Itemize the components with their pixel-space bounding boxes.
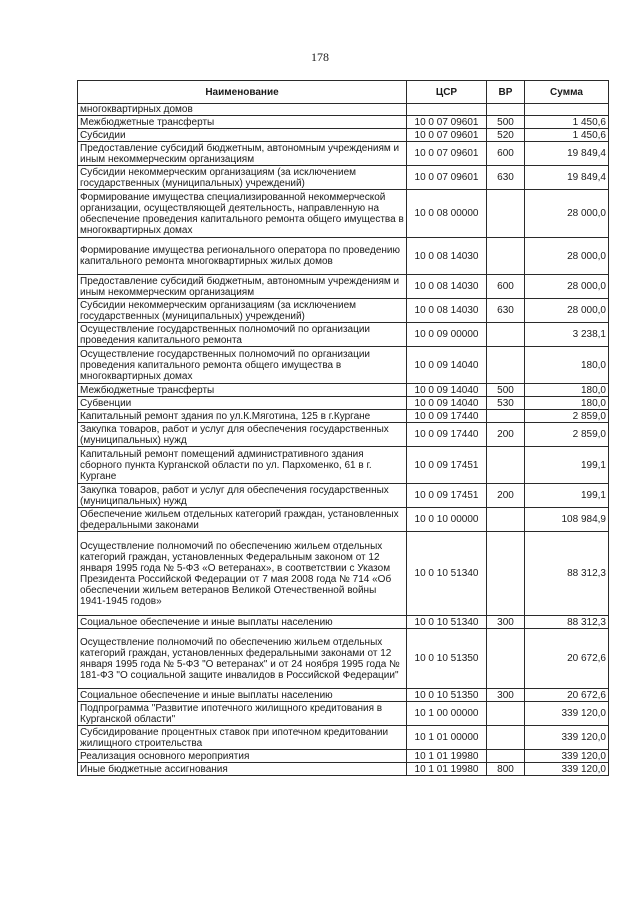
- table-header-row: [78, 81, 609, 104]
- cell-csr: 10 0 10 51350: [407, 629, 487, 689]
- cell-csr: 10 0 08 14030: [407, 275, 487, 299]
- cell-name: Субсидирование процентных ставок при ипотечном кредитовании жилищного строительства: [78, 726, 407, 750]
- cell-csr: 10 0 09 14040: [407, 384, 487, 397]
- cell-vr: 600: [487, 142, 525, 166]
- cell-sum: 88 312,3: [525, 532, 609, 616]
- cell-csr: 10 0 09 00000: [407, 323, 487, 347]
- table-row: [78, 629, 609, 689]
- table-row: [78, 750, 609, 763]
- header-name: Наименование: [78, 81, 407, 104]
- table-row: [78, 508, 609, 532]
- cell-vr: [487, 190, 525, 238]
- cell-csr: 10 0 09 14040: [407, 397, 487, 410]
- cell-sum: 199,1: [525, 484, 609, 508]
- cell-sum: 180,0: [525, 347, 609, 384]
- cell-csr: 10 0 08 14030: [407, 238, 487, 275]
- cell-vr: [487, 726, 525, 750]
- cell-name: Субвенции: [78, 397, 407, 410]
- table-row: [78, 116, 609, 129]
- table-row: [78, 702, 609, 726]
- cell-sum: 199,1: [525, 447, 609, 484]
- cell-vr: 600: [487, 275, 525, 299]
- cell-vr: [487, 629, 525, 689]
- cell-sum: 180,0: [525, 384, 609, 397]
- table-row: [78, 166, 609, 190]
- cell-name: Социальное обеспечение и иные выплаты населению: [78, 616, 407, 629]
- cell-name: Закупка товаров, работ и услуг для обеспечения государственных (муниципальных) нужд: [78, 484, 407, 508]
- table-row: [78, 323, 609, 347]
- cell-sum: 1 450,6: [525, 129, 609, 142]
- table-row: [78, 484, 609, 508]
- cell-csr: 10 0 09 14040: [407, 347, 487, 384]
- cell-csr: 10 0 10 51340: [407, 532, 487, 616]
- cell-name: Осуществление полномочий по обеспечению жильем отдельных категорий граждан, установленных Федеральным законом от 12 января 1995 года № 5-ФЗ «О ветеранах», в соответствии с Указом Президента Российской Федерации от 7 мая 2008 года № 714 «Об обеспечении жильем ветеранов Великой Отечественной войны 1941-1945 годов»: [78, 532, 407, 616]
- cell-vr: 300: [487, 616, 525, 629]
- cell-name: Формирование имущества регионального оператора по проведению капитального ремонта многоквартирных жилых домов: [78, 238, 407, 275]
- cell-sum: 339 120,0: [525, 763, 609, 776]
- cell-sum: 1 450,6: [525, 116, 609, 129]
- cell-name: Обеспечение жильем отдельных категорий граждан, установленных федеральными законами: [78, 508, 407, 532]
- cell-vr: 500: [487, 116, 525, 129]
- cell-vr: 630: [487, 166, 525, 190]
- cell-sum: 28 000,0: [525, 190, 609, 238]
- cell-csr: 10 1 01 19980: [407, 750, 487, 763]
- table-row: [78, 763, 609, 776]
- cell-vr: [487, 532, 525, 616]
- cell-vr: 530: [487, 397, 525, 410]
- cell-csr: 10 0 07 09601: [407, 116, 487, 129]
- cell-name: Подпрограмма "Развитие ипотечного жилищного кредитования в Курганской области": [78, 702, 407, 726]
- header-csr: ЦСР: [407, 81, 487, 104]
- cell-sum: 19 849,4: [525, 142, 609, 166]
- cell-vr: 630: [487, 299, 525, 323]
- cell-vr: [487, 104, 525, 116]
- table-row: [78, 410, 609, 423]
- cell-vr: [487, 410, 525, 423]
- cell-csr: 10 1 00 00000: [407, 702, 487, 726]
- cell-sum: 20 672,6: [525, 689, 609, 702]
- cell-csr: 10 0 07 09601: [407, 129, 487, 142]
- cell-vr: 200: [487, 423, 525, 447]
- cell-name: Межбюджетные трансферты: [78, 384, 407, 397]
- cell-name: Капитальный ремонт помещений административного здания сборного пункта Курганской области по ул. Пархоменко, 61 в г. Кургане: [78, 447, 407, 484]
- table-row: [78, 397, 609, 410]
- cell-vr: 500: [487, 384, 525, 397]
- cell-name: Осуществление государственных полномочий по организации проведения капитального ремонта общего имущества в многоквартирных домах: [78, 347, 407, 384]
- cell-vr: [487, 447, 525, 484]
- cell-sum: 20 672,6: [525, 629, 609, 689]
- cell-vr: 200: [487, 484, 525, 508]
- table-row: [78, 275, 609, 299]
- cell-name: Осуществление полномочий по обеспечению жильем отдельных категорий граждан, установленных федеральными законами от 12 января 1995 года № 5-ФЗ "О ветеранах" и от 24 ноября 1995 года № 181-ФЗ "О социальной защите инвалидов в Российской Федерации": [78, 629, 407, 689]
- cell-sum: [525, 104, 609, 116]
- cell-vr: [487, 750, 525, 763]
- cell-vr: 300: [487, 689, 525, 702]
- cell-vr: [487, 508, 525, 532]
- cell-csr: [407, 104, 487, 116]
- cell-name: многоквартирных домов: [78, 104, 407, 116]
- cell-csr: 10 0 07 09601: [407, 142, 487, 166]
- cell-csr: 10 0 10 51340: [407, 616, 487, 629]
- cell-name: Субсидии некоммерческим организациям (за исключением государственных (муниципальных) учреждений): [78, 166, 407, 190]
- cell-name: Реализация основного мероприятия: [78, 750, 407, 763]
- table-row: [78, 129, 609, 142]
- cell-name: Предоставление субсидий бюджетным, автономным учреждениям и иным некоммерческим организациям: [78, 275, 407, 299]
- cell-sum: 2 859,0: [525, 410, 609, 423]
- table-row: [78, 238, 609, 275]
- cell-sum: 339 120,0: [525, 726, 609, 750]
- cell-name: Иные бюджетные ассигнования: [78, 763, 407, 776]
- cell-sum: 28 000,0: [525, 299, 609, 323]
- table-row: [78, 190, 609, 238]
- cell-csr: 10 0 09 17440: [407, 423, 487, 447]
- header-vr: ВР: [487, 81, 525, 104]
- cell-csr: 10 1 01 19980: [407, 763, 487, 776]
- cell-name: Осуществление государственных полномочий по организации проведения капитального ремонта: [78, 323, 407, 347]
- cell-name: Субсидии: [78, 129, 407, 142]
- table-row: [78, 299, 609, 323]
- cell-sum: 19 849,4: [525, 166, 609, 190]
- table-row: [78, 347, 609, 384]
- cell-csr: 10 0 08 14030: [407, 299, 487, 323]
- cell-sum: 339 120,0: [525, 702, 609, 726]
- cell-sum: 339 120,0: [525, 750, 609, 763]
- table-row: [78, 447, 609, 484]
- cell-name: Социальное обеспечение и иные выплаты населению: [78, 689, 407, 702]
- cell-sum: 180,0: [525, 397, 609, 410]
- table-body: [78, 104, 609, 776]
- table-row: [78, 532, 609, 616]
- cell-vr: 520: [487, 129, 525, 142]
- cell-csr: 10 0 09 17451: [407, 484, 487, 508]
- cell-vr: [487, 347, 525, 384]
- cell-sum: 88 312,3: [525, 616, 609, 629]
- cell-name: Формирование имущества специализированной некоммерческой организации, осуществляющей деятельность, направленную на обеспечение проведения капитального ремонта общего имущества в многоквартирных домах: [78, 190, 407, 238]
- table-row: [78, 616, 609, 629]
- table-row: [78, 142, 609, 166]
- cell-sum: 2 859,0: [525, 423, 609, 447]
- table-row: [78, 423, 609, 447]
- cell-name: Капитальный ремонт здания по ул.К.Мяготина, 125 в г.Кургане: [78, 410, 407, 423]
- cell-sum: 28 000,0: [525, 275, 609, 299]
- cell-vr: [487, 702, 525, 726]
- cell-csr: 10 0 10 00000: [407, 508, 487, 532]
- cell-name: Предоставление субсидий бюджетным, автономным учреждениям и иным некоммерческим организациям: [78, 142, 407, 166]
- cell-name: Межбюджетные трансферты: [78, 116, 407, 129]
- cell-csr: 10 0 09 17440: [407, 410, 487, 423]
- cell-sum: 28 000,0: [525, 238, 609, 275]
- table-row: [78, 726, 609, 750]
- cell-csr: 10 0 08 00000: [407, 190, 487, 238]
- budget-table: [77, 80, 609, 776]
- table-row: [78, 104, 609, 116]
- cell-sum: 108 984,9: [525, 508, 609, 532]
- cell-sum: 3 238,1: [525, 323, 609, 347]
- page-number: 178: [311, 50, 329, 64]
- cell-vr: [487, 238, 525, 275]
- cell-csr: 10 0 07 09601: [407, 166, 487, 190]
- header-sum: Сумма: [525, 81, 609, 104]
- cell-name: Закупка товаров, работ и услуг для обеспечения государственных (муниципальных) нужд: [78, 423, 407, 447]
- cell-csr: 10 1 01 00000: [407, 726, 487, 750]
- table-row: [78, 689, 609, 702]
- cell-vr: [487, 323, 525, 347]
- cell-csr: 10 0 09 17451: [407, 447, 487, 484]
- table-row: [78, 384, 609, 397]
- cell-name: Субсидии некоммерческим организациям (за исключением государственных (муниципальных) учреждений): [78, 299, 407, 323]
- cell-csr: 10 0 10 51350: [407, 689, 487, 702]
- cell-vr: 800: [487, 763, 525, 776]
